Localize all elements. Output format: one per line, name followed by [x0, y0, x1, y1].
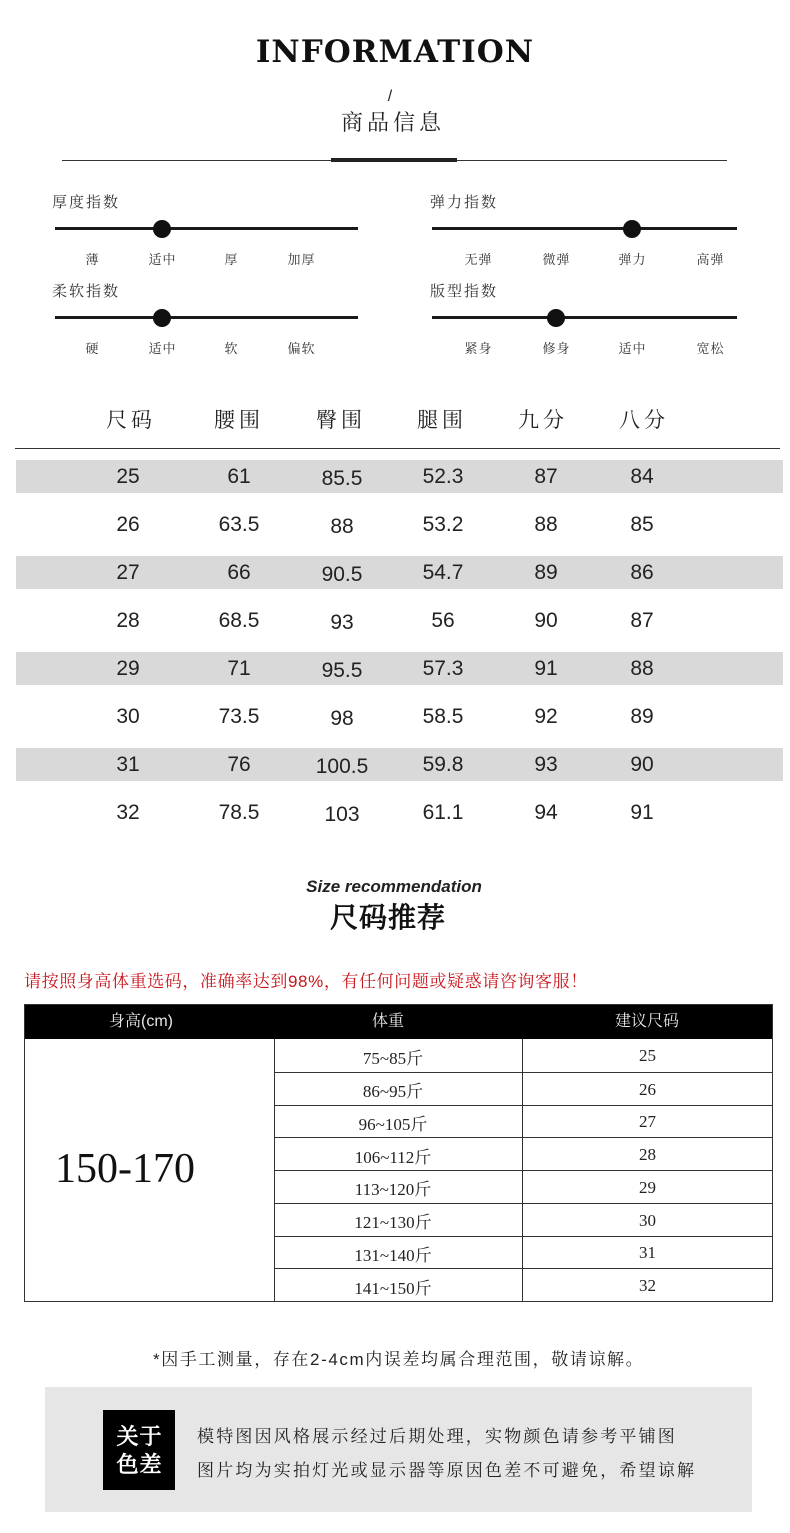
recommendation-row [274, 1137, 772, 1170]
size-table-cell: 63.5 [218, 512, 260, 536]
size-table-cell: 30 [116, 704, 140, 728]
index-option: 宽松 [696, 341, 725, 356]
index-track [432, 227, 737, 230]
recommendation-table [24, 1004, 773, 1302]
badge-line: 色差 [116, 1452, 163, 1477]
info-subtitle: 商品信息 [340, 110, 445, 135]
index-option: 适中 [618, 341, 647, 356]
size-table-cell: 31 [116, 752, 140, 776]
size-table-header-cell: 臀围 [316, 409, 366, 432]
recommendation-row [274, 1072, 772, 1105]
size-table-header-cell: 八分 [619, 409, 669, 432]
weight-range-cell: 75~85斤 [362, 1048, 424, 1068]
size-table-cell: 88 [534, 512, 558, 536]
index-option: 高弹 [696, 252, 725, 267]
index-option: 弹力 [618, 252, 647, 267]
index-marker [153, 220, 171, 238]
size-table-cell: 59.8 [422, 752, 464, 776]
size-table-cell: 91 [534, 656, 558, 680]
size-table-header-divider [15, 448, 780, 449]
index-option: 厚 [224, 252, 239, 267]
weight-range-cell: 96~105斤 [358, 1114, 428, 1134]
size-table-cell: 28 [116, 608, 140, 632]
size-table-cell: 71 [227, 656, 251, 680]
size-table-cell: 68.5 [218, 608, 260, 632]
size-table-cell: 90 [534, 608, 558, 632]
title-divider-accent [331, 158, 457, 162]
size-table-cell: 100.5 [315, 754, 369, 778]
size-table-cell: 88 [630, 656, 654, 680]
size-table-cell: 103 [324, 802, 360, 826]
index-option: 加厚 [287, 252, 316, 267]
recommendation-table-header [25, 1005, 772, 1039]
recommendation-header-cell: 身高(cm) [109, 1013, 173, 1030]
index-track [55, 227, 358, 230]
size-table-header-cell: 尺码 [106, 409, 156, 432]
weight-range-cell: 131~140斤 [354, 1245, 432, 1265]
recommendation-row [274, 1236, 772, 1269]
recommendation-row [274, 1203, 772, 1236]
recommendation-heading-cn: 尺码推荐 [329, 902, 446, 933]
size-selection-notice: 请按照身高体重选码，准确率达到98%，有任何问题或疑惑请咨询客服！ [24, 972, 588, 991]
size-table-cell: 93 [330, 610, 354, 634]
size-table-cell: 56 [431, 608, 455, 632]
index-label: 厚度指数 [52, 194, 121, 211]
index-track [55, 316, 358, 319]
size-table-cell: 61.1 [422, 800, 464, 824]
size-table-cell: 85 [630, 512, 654, 536]
index-option: 紧身 [464, 341, 493, 356]
index-option: 修身 [542, 341, 571, 356]
suggested-size-cell: 29 [522, 1171, 772, 1203]
weight-range-cell: 113~120斤 [354, 1180, 432, 1200]
color-note-line: 图片均为实拍灯光或显示器等原因色差不可避免，希望谅解 [197, 1461, 697, 1480]
index-option: 薄 [85, 252, 100, 267]
size-table-cell: 90.5 [321, 562, 363, 586]
size-table-cell: 91 [630, 800, 654, 824]
recommendation-header-cell: 体重 [371, 1013, 404, 1030]
size-table-cell: 27 [116, 560, 140, 584]
size-table-cell: 58.5 [422, 704, 464, 728]
size-table-cell: 85.5 [321, 466, 363, 490]
suggested-size-cell: 27 [522, 1106, 772, 1138]
size-table-cell: 94 [534, 800, 558, 824]
title-separator: / [387, 88, 393, 105]
size-table-cell: 29 [116, 656, 140, 680]
size-table-cell: 92 [534, 704, 558, 728]
recommendation-row [274, 1039, 772, 1072]
suggested-size-cell: 28 [522, 1138, 772, 1170]
size-table-cell: 66 [227, 560, 251, 584]
size-table-row [16, 508, 783, 541]
size-table-cell: 98 [330, 706, 354, 730]
weight-range-cell: 141~150斤 [354, 1278, 432, 1298]
size-table-cell: 84 [630, 464, 654, 488]
badge-line: 关于 [116, 1424, 163, 1449]
index-label: 版型指数 [430, 283, 499, 300]
size-table-row [16, 652, 783, 685]
recommendation-row [274, 1268, 772, 1301]
info-title: INFORMATION [255, 34, 535, 70]
height-range-cell: 150-170 [55, 1146, 195, 1192]
fit-index [430, 282, 750, 362]
size-table-cell: 89 [630, 704, 654, 728]
size-table-cell: 57.3 [422, 656, 464, 680]
size-table-cell: 53.2 [422, 512, 464, 536]
suggested-size-cell: 25 [522, 1039, 772, 1072]
recommendation-row [274, 1170, 772, 1203]
index-option: 适中 [148, 341, 177, 356]
recommendation-row [274, 1105, 772, 1138]
color-note-badge [103, 1410, 175, 1490]
index-marker [547, 309, 565, 327]
elasticity-index [430, 193, 750, 273]
size-table-row [16, 460, 783, 493]
index-track [432, 316, 737, 319]
softness-index [52, 282, 372, 362]
size-table-row [16, 748, 783, 781]
size-table-cell: 89 [534, 560, 558, 584]
index-label: 柔软指数 [52, 283, 121, 300]
index-option: 偏软 [287, 341, 316, 356]
size-table-cell: 88 [330, 514, 354, 538]
size-table-cell: 86 [630, 560, 654, 584]
size-table-cell: 76 [227, 752, 251, 776]
color-note-line: 模特图因风格展示经过后期处理，实物颜色请参考平铺图 [197, 1427, 677, 1446]
size-table-header-cell: 腿围 [417, 409, 467, 432]
size-table-cell: 61 [227, 464, 251, 488]
suggested-size-cell: 32 [522, 1269, 772, 1301]
size-table-cell: 95.5 [321, 658, 363, 682]
size-table-header-cell: 九分 [518, 409, 568, 432]
size-table-row [16, 700, 783, 733]
weight-range-cell: 121~130斤 [354, 1213, 432, 1233]
size-table-cell: 25 [116, 464, 140, 488]
size-table-cell: 52.3 [422, 464, 464, 488]
size-table-cell: 54.7 [422, 560, 464, 584]
measurement-note: *因手工测量，存在2-4cm内误差均属合理范围，敬请谅解。 [153, 1350, 645, 1369]
index-option: 适中 [148, 252, 177, 267]
size-table-row [16, 556, 783, 589]
index-option: 软 [224, 341, 239, 356]
suggested-size-cell: 31 [522, 1237, 772, 1269]
weight-range-cell: 86~95斤 [362, 1082, 424, 1102]
index-option: 微弹 [542, 252, 571, 267]
index-option: 无弹 [464, 252, 493, 267]
size-table-cell: 78.5 [218, 800, 260, 824]
size-table-header-cell: 腰围 [214, 409, 264, 432]
size-table-row [16, 604, 783, 637]
size-table-cell: 73.5 [218, 704, 260, 728]
thickness-index [52, 193, 372, 273]
index-marker [153, 309, 171, 327]
suggested-size-cell: 26 [522, 1073, 772, 1105]
size-table-cell: 26 [116, 512, 140, 536]
color-difference-note [45, 1387, 752, 1512]
size-table-row [16, 796, 783, 829]
size-table-cell: 93 [534, 752, 558, 776]
weight-range-cell: 106~112斤 [354, 1147, 432, 1167]
size-table-cell: 87 [630, 608, 654, 632]
index-marker [623, 220, 641, 238]
recommendation-header-cell: 建议尺码 [614, 1013, 679, 1030]
index-label: 弹力指数 [430, 194, 499, 211]
size-table-cell: 90 [630, 752, 654, 776]
recommendation-heading-en: Size recommendation [306, 877, 482, 896]
suggested-size-cell: 30 [522, 1204, 772, 1236]
index-option: 硬 [85, 341, 100, 356]
size-table-cell: 87 [534, 464, 558, 488]
size-table-cell: 32 [116, 800, 140, 824]
size-table [0, 400, 790, 840]
